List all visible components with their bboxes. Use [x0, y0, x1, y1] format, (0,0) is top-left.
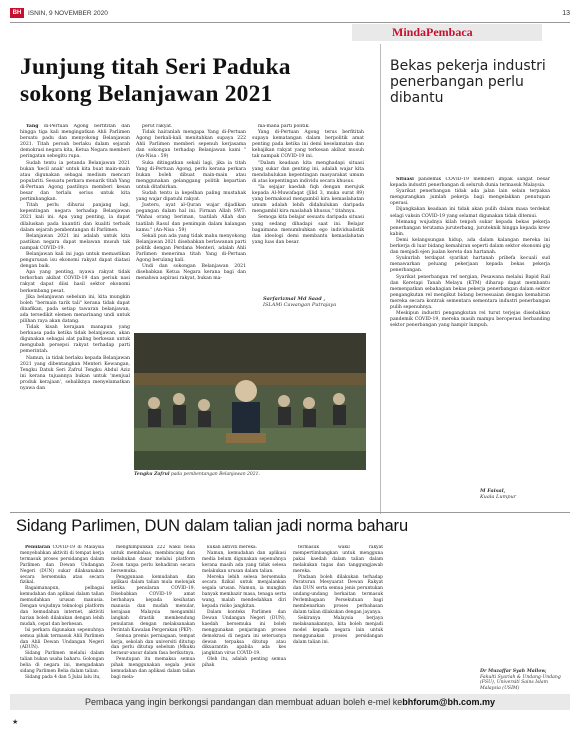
paragraph: Oleh itu, adalah penting semua pihak — [202, 657, 286, 669]
paragraph: Demi kelangsungan hidup, ada dalam kalangan mereka ini berkerja di luar bidang kemahiran seperti dalam sektor ekonomi gig dan menjadi ejen jualan kereta dan hartanah. — [390, 237, 550, 256]
paragraph: Belanjawan 2021 ini adalah untuk kita pastikan negara dapat melawan musuh tak nampak COVID-19. — [20, 233, 130, 251]
paragraph: Apa yang penting, nyawa rakyat tidak terkorban akibat COVID-19 dan periuk nasi rakyat dapat diisi hasil sektor ekonomi berkembang pesat. — [20, 270, 130, 294]
paragraph: Penggunaan kemudahan dan aplikasi dalam talian mula melonjak ketika penularan COVID-19. Disebabkan COVID-19 amat berbahaya kepada kesihatan manusia dan mudah menular, kerajaan Malaysia mengambil langkah drastik membendung penularan dengan melaksanakan Perintah Kawalan Pergerakan (PKP). — [111, 574, 195, 633]
paragraph: Syarikat penerbangan tidak ada jalan lain selain terpaksa mengurangkan jumlah pekerja bagi mengelakkan penutupan operasi. — [390, 189, 550, 207]
paragraph: Semua premis perniagaan, tempat kerja, sekolah dan universiti ditutup dan perlu ditutup sebelum (Mkuku berasur-ansur dalam fasa berikutnya. — [111, 633, 195, 657]
paragraph: Suka ditingatkan sekali lagi, jika ia titah Yang di-Pertuan Agong, perlu kerana perkara bukan boleh dibuat main-main atau menggunakan gelanggang politik kepartian untuk ditafsirkan. — [136, 160, 246, 190]
side-article-body — [390, 177, 550, 503]
paragraph: menghimpunkan 222 wakil belia untuk membahas, membincang dan melahukan dasar melalui platform Zoom tanpa perlu kehadiran secara bersemuka. — [111, 545, 195, 574]
paragraph: Semoga kita belajar sesuatu daripada situasi yang sedang dihadapi saat ini. Belajar bagaimana menumbuhkan ego individualistik dan ideologi demi membantu kemaslahatan yang luas dan besar. — [252, 215, 364, 245]
paragraph: Namun, kemudahan dan aplikasi media belum digunakan sepenuhnya kerana masih ada yang tidak selesa melakukan urusan dalam talian. — [202, 550, 286, 574]
side-lead: Situasi pandemik COVID-19 memberi impak sangat besar kepada industri penerbangan di seluruh dunia termasuk Malaysia. — [390, 177, 550, 189]
main-byline — [263, 296, 363, 308]
paragraph: Namun, ia tidak berlaku kepada Belanjawan 2021 yang dibentangkan Menteri Kewangan, Tengku Datuk Seri Zafrul Tengku Abdul Aziz ini kerana tujuannya bukan untuk 'menjual produk kerajaan', sebaliknya menyelamatkan nyawa dan — [20, 355, 130, 392]
column-rule — [380, 44, 381, 514]
paragraph: Meskipun industri pengangkutan rel turut terjejas disebabkan pandemik COVID-19, mereka masih mampu beroperasi berbanding sektor penerbangan yang hampir lumpuh. — [390, 311, 550, 329]
main-headline: Junjung titah Seri Paduka sokong Belanjawan 2021 — [20, 54, 291, 107]
paragraph: termasuk wakil rakyat mempertimbangkan untuk mengguna pakai kaedah dalam talian dalam melakukan tugas dan tanggungjawab mereka. — [293, 545, 383, 574]
paragraph: Sekali pun ada yang tidak mahu menyokong Belanjawan 2021 disebabkan berlawanan parti politik dengan Perdana Menteri, adalah Ahli Parlimen menerima titah Yang di-Pertuan Agong berulang kali. — [136, 233, 246, 264]
lead-word: Yang — [26, 124, 39, 129]
paragraph: kukan aktiviti mereka. — [207, 545, 258, 550]
footer-text: Pembaca yang ingin berkongsi pandangan dan membuat aduan boleh e-mel ke — [84, 697, 403, 707]
main-lead: Yang di-Pertuan Agong berfititah dan hingga tiga kali mengingatkan Ahli Parlimen bersatu padu dan menyokong Belanjawan 2021. Titah peroah berlaku dalam sejarah demokrasi negara kita, Ketua Negara memberi peringatan sebegitu rupa. — [20, 124, 130, 160]
paragraph: Bagaimanapun, pelbagai kemudahan dan aplikasi dalam talian memudahkan urusan manusia. Dengan wujudnya teknologi platform dan kemudahan internet, aktiviti harian boleh dilakukan dengan lebih mudah, cepat dan berkesan. — [20, 586, 104, 627]
star-icon: ★ — [12, 718, 19, 726]
paragraph: Syarikat penerbangan ref nergian, Pesawana melalui Bapid Rail dan Keretapi Tanah Melayu (KTM) diharap dapat membantu memenpatkan sebahagian bekas pekerja penerbangan dalam sektor pengangkutan rel mengikut bidang bersesuaian dengan kemahiran mereka secara kontrak sementara sementara industri penerbangan pulih sepenuhnya. — [390, 274, 550, 310]
paragraph: Yang di-Pertuan Agong terus berfititah supaya kematangan dalam berpolitik amat penting pada ketika ini demi keselamatan dan kebajikan rakyat yang terkesan akibat musuh tak nampak COVID-19 ini. — [252, 130, 364, 160]
main-column-2 — [136, 124, 246, 329]
paragraph: Belanjawan kali ini juga untuk memastikan pengurusan isu ekonomi rakyat dapat diatasi dengan baik. — [20, 251, 130, 270]
paragraph: Sidang pada 4 dan 5 Julai lalu itu, — [25, 674, 101, 680]
bh-logo: BH — [10, 8, 24, 18]
paragraph: Justeru, ayat al-Quran wajar dijadikan pegangan dalam hal ini. Firman Allah SWT: "Wahai orang beriman, taatilah Allah dan taatilah Rasul dan pemimpin dalam kalangan kamu." (An-Nisa : 59) — [136, 203, 246, 233]
paragraph: ma-mana parti politik. — [258, 124, 310, 129]
top-rule — [10, 22, 570, 23]
paragraph: Dalam konteks Parlimen dan Dewan Undangan Negeri (DUN), kaedah bersemuka ini boleh menggunakan penjaringan proses demokrasi di negara ini seterusnya dewan terpaksa ditutup atau dikuarantin apabila ada kes jangkitan virus COVID-19. — [202, 609, 286, 657]
paragraph: Titah perlu dihurai panjang lagi, kepentingan negara terhadap Belanjawan 2021 kali ini. Apa yang penting, ia dapat dilaluskan pada kuantiti dan kualiti terbaik dalam sejarah pembentangan di Parlimen. — [20, 203, 130, 233]
second-column-3 — [202, 545, 286, 685]
masthead — [10, 6, 570, 20]
side-headline: Bekas pekerja industri penerbangan perlu dibantu — [390, 58, 546, 106]
paragraph: Sudah tentu ia kepelhan paling mustahak yang wajar dipatuhi rakyat. — [136, 191, 246, 203]
second-column-2 — [111, 545, 195, 685]
byline-name: Sarfarizmal Md Saad , — [263, 296, 326, 302]
paragraph: Tidak hairanlah mengapa Yang di-Pertuan Agong berkali-kali menitahkan supaya 222 Ahli Parlimen memberi sepenuh kerjasama dan sokongan terhadap Belanjawan kami " (An-Nisa : 59) — [136, 130, 246, 160]
paragraph: "Ia sejajar kaedah fiqh dengan merujuk kepada Al-Muwafaqat (Jilid 3, muka surat 89) yang bermaksud mengambil kira kemaslahatan umum adalah lebih didahulukan daripada mengambil kira maslahah khusus," titahnya. — [252, 184, 364, 215]
side-byline: M Faisal, Kuala Lumpur — [480, 488, 517, 500]
paragraph: Sidang Parlimen melalui dalam talian bukan usaha baharu. Golongan belia di negara ini, mengadakan sidang Parlimen Belia dalam talian. — [20, 651, 104, 675]
main-column-1 — [20, 124, 130, 502]
paragraph: Sudah tentu ia petanda Belanjawan 2021 bukan 'kecil anak' untuk kita buat main-main atau digunakan sebagai medium mencari populariti. Sesuatu perkara menarik titah Yang di-Pertuan Agong pastilnya memberi kesan besar dan terlalu serius untuk kita pertimbangkan. — [20, 160, 130, 203]
paragraph: perut rakyat. — [142, 124, 173, 129]
byline-org: ISLAMi Cawangan Putrajaya — [263, 302, 337, 308]
paragraph: Undi dan sokongan Belanjawan 2021 disebabkan Ketua Negara kerana bagi dan menahwa aspirasi rakyat, bukan ma- — [136, 264, 246, 282]
paragraph: Jika belanjawan sebelum ini, kita mungkin boleh "bermain tarik tali" kerana tidak dapat dinafikan, pada setiap tawaran belanjawan, ada tersedikit elemen menarinang undi untuk pilihan raya akan datang. — [20, 294, 130, 324]
second-headline: Sidang Parlimen, DUN dalam talian jadi norma baharu — [16, 517, 409, 535]
paragraph: Syukurlah terdapat syarikat hartanah pribefa kecuali sud menawarkan peluang pekerjaan kepada bekas pekerja penerbangan. — [390, 256, 550, 274]
footer-banner — [10, 694, 570, 710]
main-column-3 — [252, 124, 364, 294]
second-lead: Penularan COVID-19 di Malaysia menyebabkan aktiviti di tempat kerja termasuk proses persidangan dalam Parlimen dan Dewan Undangan Negeri (DUN) sukar dilaksanakan secara bersemuka atau secara fizikal. — [20, 545, 104, 586]
paragraph: Dijangkakan keadaan ini tidak akan pulih dalam masa terdekat selagi vaksin COVID-19 yang selamat digunakan tidak ditemui. — [390, 207, 550, 219]
second-column-4 — [293, 545, 383, 685]
second-column-1 — [20, 545, 104, 685]
photo-caption: Tengku Zafrul pada pembentangan Belanjawan 2021. — [134, 472, 260, 477]
paragraph: Sekiranya Malaysia berjaya melaksanakannya, kita boleh menjadi model kepada negara lain untuk menggunakan proses persidangan dalam talian ini. — [293, 615, 383, 645]
forum-email-link[interactable]: bhforum@bh.com.my — [402, 697, 495, 707]
issue-date: ISNIN, 9 NOVEMBER 2020 — [28, 9, 108, 17]
paragraph: Tidak kisah kerajaan manapun yang berkuasa pada ketika tidak belanjawan, akan digunakan sebagai alat paling berkesan untuk mengubah persepsi rakyat terhadap parti pemerintah. — [20, 325, 130, 355]
paragraph: Isi perkara digunakan sepenuhnya semua pihak termasuk Ahli Parlimen dan Ahli Dewan Undangan Negeri (ADUN). — [20, 627, 104, 651]
paragraph: Penutupan itu memaksa semua pihak menggunakan segala jenis kemudahan dan aplikasi dalam talian bagi mela- — [111, 657, 195, 680]
paragraph: Mereka lebih selesa bersemuka secara fizikal untuk menjalankan segala urusan. Namun, ia mungkin banyak membazir masa, tenaga serta wang, malah mendedahkan diri kepada risiko jangkitan. — [202, 574, 286, 610]
paragraph: Memang wujudnya kilah tenpoh sukar kepada bekas pekerja penerbangan terutama juruterbang, juruteknik hingga kepada krew kabin. — [390, 219, 550, 237]
section-label: MindaPembaca — [352, 24, 542, 41]
section-divider — [10, 512, 570, 513]
paragraph: "Dalam keadaan kita menghadapi situasi yang sukar dan genting ini, adalah wajar kita mendahulukan kepentingan masyarakat umum di atas kepentingan individu secara khusus. — [252, 160, 364, 184]
parliament-illustration — [134, 333, 366, 470]
page-number: 13 — [562, 9, 570, 17]
paragraph: Pindaan boleh dilakukan terhadap Peraturan Mesyuarat Dewan Rakyat dan DUN serta semua jenis peruntukan undang-undang berkaitan termasuk Perlembagaan Persekutuan bagi membenarkan proses perbahasan dalam talian dilakukan dengan jayanya. — [293, 574, 383, 615]
second-byline: Dr Muzaffar Syah Mallow, Fakulti Syariah & Undang-Undang (FSU), Universiti Sains Islam Malaysia (USIM) — [480, 669, 561, 691]
parliament-photo — [134, 333, 366, 470]
